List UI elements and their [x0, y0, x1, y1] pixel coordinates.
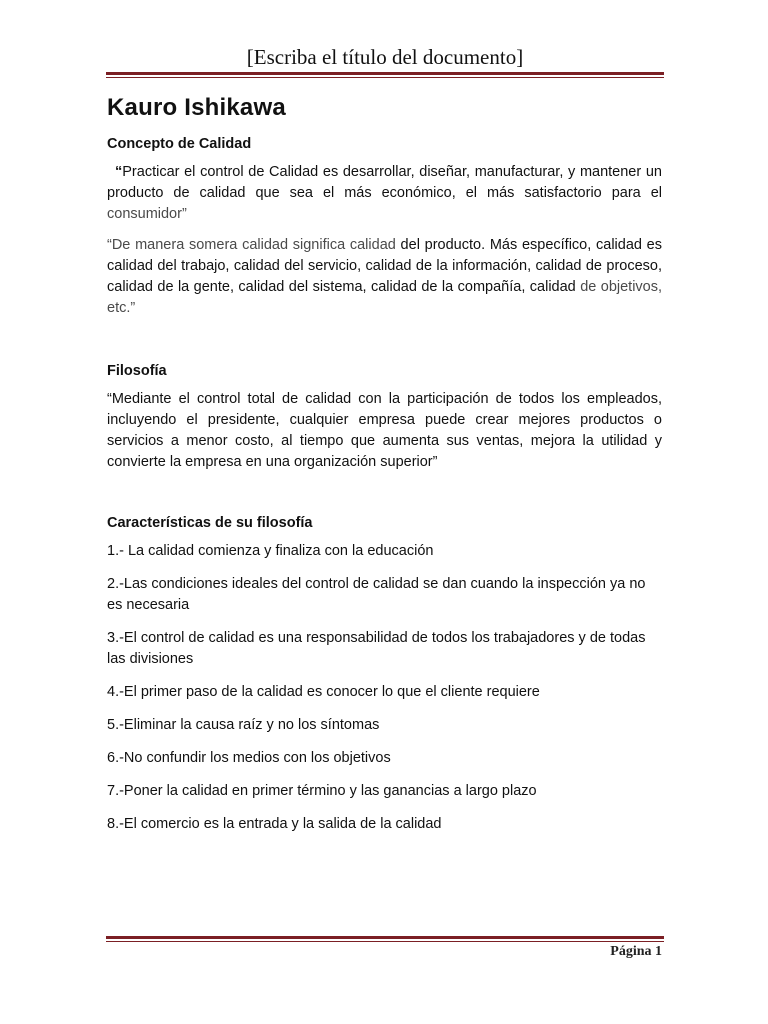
quote-concepto-1-body: Practicar el control de Calidad es desarrollar, diseñar, manufacturar, y mantener un producto de calidad que sea el más económico, el más satisfactorio para el [107, 164, 662, 201]
list-item: 6.-No confundir los medios con los objetivos [107, 750, 391, 766]
list-item: 2.-Las condiciones ideales del control de calidad se dan cuando la inspección ya no es necesaria [107, 576, 646, 613]
document-body [107, 94, 662, 847]
list-item: 5.-Eliminar la causa raíz y no los síntomas [107, 717, 380, 733]
footer-rule [106, 936, 664, 942]
heading-caracteristicas: Características de su filosofía [107, 515, 313, 531]
open-quote-mark: “ [115, 164, 123, 180]
quote-concepto-2-lead: “De manera somera calidad significa calidad [107, 237, 396, 253]
heading-concepto-calidad: Concepto de Calidad [107, 136, 252, 152]
quote-concepto-1 [107, 162, 662, 225]
document-title: Kauro Ishikawa [107, 94, 286, 121]
header-rule [106, 72, 664, 78]
quote-concepto-2 [107, 235, 662, 319]
page-number: Página 1 [610, 944, 662, 959]
heading-filosofia: Filosofía [107, 363, 167, 379]
list-item: 3.-El control de calidad es una responsabilidad de todos los trabajadores y de todas las divisiones [107, 630, 646, 667]
document-header-title[interactable]: [Escriba el título del documento] [246, 45, 524, 69]
quote-concepto-2-body: del producto. Más específico, calidad es calidad del trabajo, calidad del servicio, calidad de la información, calidad de proceso, calidad de la gente, calidad del sistema, calidad de la compañía, calidad [107, 237, 662, 295]
list-item: 1.- La calidad comienza y finaliza con la educación [107, 543, 434, 559]
quote-concepto-2-tail: de objetivos, etc.” [107, 279, 663, 316]
quote-concepto-1-tail: consumidor” [107, 206, 187, 222]
list-item: 8.-El comercio es la entrada y la salida de la calidad [107, 816, 442, 832]
list-item: 4.-El primer paso de la calidad es conocer lo que el cliente requiere [107, 684, 540, 700]
filosofia-paragraph: “Mediante el control total de calidad con la participación de todos los empleados, incluyendo el presidente, cualquier empresa puede crear mejores productos o servicios a menor costo, al tiempo que aumenta sus ventas, mejora la utilidad y convierte la empresa en una organización superior” [107, 391, 662, 470]
list-item: 7.-Poner la calidad en primer término y las ganancias a largo plazo [107, 783, 537, 799]
